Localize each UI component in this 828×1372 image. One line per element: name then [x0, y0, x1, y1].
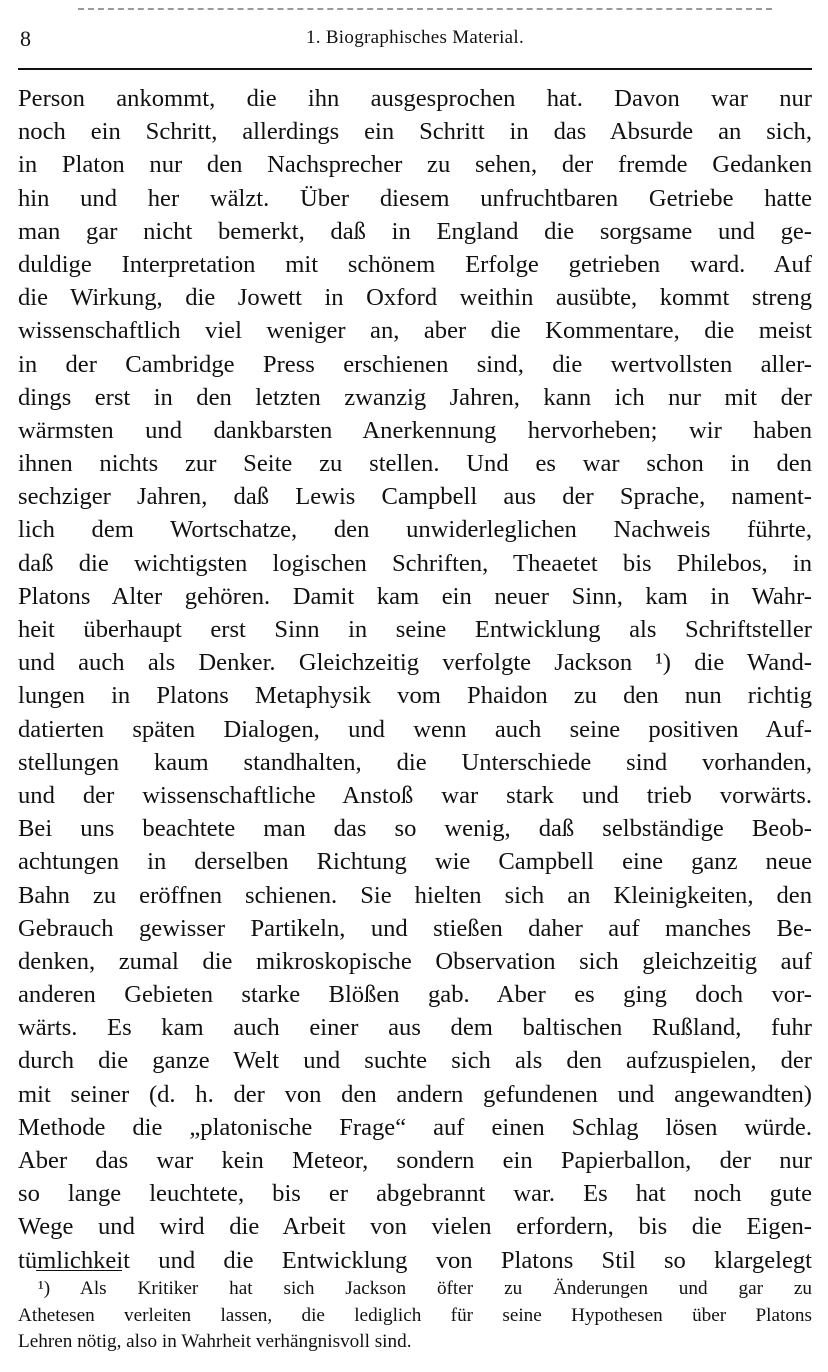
text-line: Bei uns beachtete man das so wenig, daß selbständige Beob-	[18, 815, 812, 843]
text-line: denken, zumal die mikroskopische Observation sich gleichzeitig auf	[18, 947, 812, 975]
page-number: 8	[20, 26, 31, 51]
text-line: und der wissenschaftliche Anstoß war stark und trieb vorwärts.	[18, 781, 812, 809]
text-line: mit seiner (d. h. der von den andern gefundenen und angewandten)	[18, 1080, 812, 1108]
text-line: Person ankommt, die ihn ausgesprochen hat. Davon war nur	[18, 85, 812, 112]
text-line: die Wirkung, die Jowett in Oxford weithin ausübte, kommt streng	[18, 284, 812, 312]
footnote-line: ¹) Als Kritiker hat sich Jackson öfter zu Änderungen und gar zu	[38, 1278, 812, 1299]
text-line: so lange leuchtete, bis er abgebrannt war. Es hat noch gute	[18, 1180, 812, 1208]
text-line: hin und her wälzt. Über diesem unfruchtbaren Getriebe hatte	[18, 184, 812, 212]
text-line: lungen in Platons Metaphysik vom Phaidon zu den nun richtig	[18, 682, 812, 710]
footnote-rule	[36, 1270, 122, 1271]
text-line: stellungen kaum standhalten, die Unterschiede sind vorhanden,	[18, 748, 812, 776]
book-page	[18, 0, 812, 1372]
text-line: in Platon nur den Nachsprecher zu sehen, der fremde Gedanken	[18, 151, 812, 179]
text-line: Platons Alter gehören. Damit kam ein neuer Sinn, kam in Wahr-	[18, 582, 812, 610]
text-line: duldige Interpretation mit schönem Erfolge getrieben ward. Auf	[18, 250, 812, 278]
text-line: und auch als Denker. Gleichzeitig verfolgte Jackson ¹) die Wand-	[18, 649, 812, 677]
text-line: durch die ganze Welt und suchte sich als den aufzuspielen, der	[18, 1047, 812, 1075]
footnote-line: Athetesen verleiten lassen, die lediglich für seine Hypothesen über Platons	[18, 1304, 812, 1326]
text-line: Methode die „platonische Frage“ auf einen Schlag lösen würde.	[18, 1113, 812, 1141]
text-line: in der Cambridge Press erschienen sind, die wertvollsten aller-	[18, 350, 812, 378]
footnote	[18, 1276, 812, 1356]
text-line: man gar nicht bemerkt, daß in England die sorgsame und ge-	[18, 217, 812, 245]
text-line: Wege und wird die Arbeit von vielen erfordern, bis die Eigen-	[18, 1213, 812, 1241]
text-line: Gebrauch gewisser Partikeln, und stießen daher auf manches Be-	[18, 914, 812, 942]
text-line: Bahn zu eröffnen schienen. Sie hielten sich an Kleinigkeiten, den	[18, 881, 812, 909]
text-line: Aber das war kein Meteor, sondern ein Papierballon, der nur	[18, 1147, 812, 1174]
text-line: lich dem Wortschatze, den unwiderleglichen Nachweis führte,	[18, 516, 812, 544]
page-header	[18, 22, 812, 56]
text-line: ihnen nichts zur Seite zu stellen. Und es war schon in den	[18, 450, 812, 478]
text-line: dings erst in den letzten zwanzig Jahren, kann ich nur mit der	[18, 383, 812, 411]
text-line: wärts. Es kam auch einer aus dem baltischen Rußland, fuhr	[18, 1014, 812, 1042]
text-line: heit überhaupt erst Sinn in seine Entwicklung als Schriftsteller	[18, 616, 812, 643]
top-edge-marks	[78, 8, 772, 10]
text-line: datierten späten Dialogen, und wenn auch seine positiven Auf-	[18, 715, 812, 743]
text-line: wissenschaftlich viel weniger an, aber die Kommentare, die meist	[18, 317, 812, 345]
text-line: sechziger Jahren, daß Lewis Campbell aus der Sprache, nament-	[18, 483, 812, 511]
text-line: tümlichkeit und die Entwicklung von Platons Stil so klargelegt	[18, 1246, 812, 1274]
text-line: daß die wichtigsten logischen Schriften, Theaetet bis Philebos, in	[18, 549, 812, 577]
text-line: anderen Gebieten starke Blößen gab. Aber es ging doch vor-	[18, 981, 812, 1009]
main-text	[18, 82, 812, 1277]
text-line: noch ein Schritt, allerdings ein Schritt in das Absurde an sich,	[18, 118, 812, 146]
running-head: 1. Biographisches Material.	[305, 27, 525, 48]
footnote-line: Lehren nötig, also in Wahrheit verhängnisvoll sind.	[18, 1331, 412, 1352]
header-rule	[18, 68, 812, 70]
text-line: wärmsten und dankbarsten Anerkennung hervorheben; wir haben	[18, 416, 812, 444]
text-line: achtungen in derselben Richtung wie Campbell eine ganz neue	[18, 848, 812, 876]
